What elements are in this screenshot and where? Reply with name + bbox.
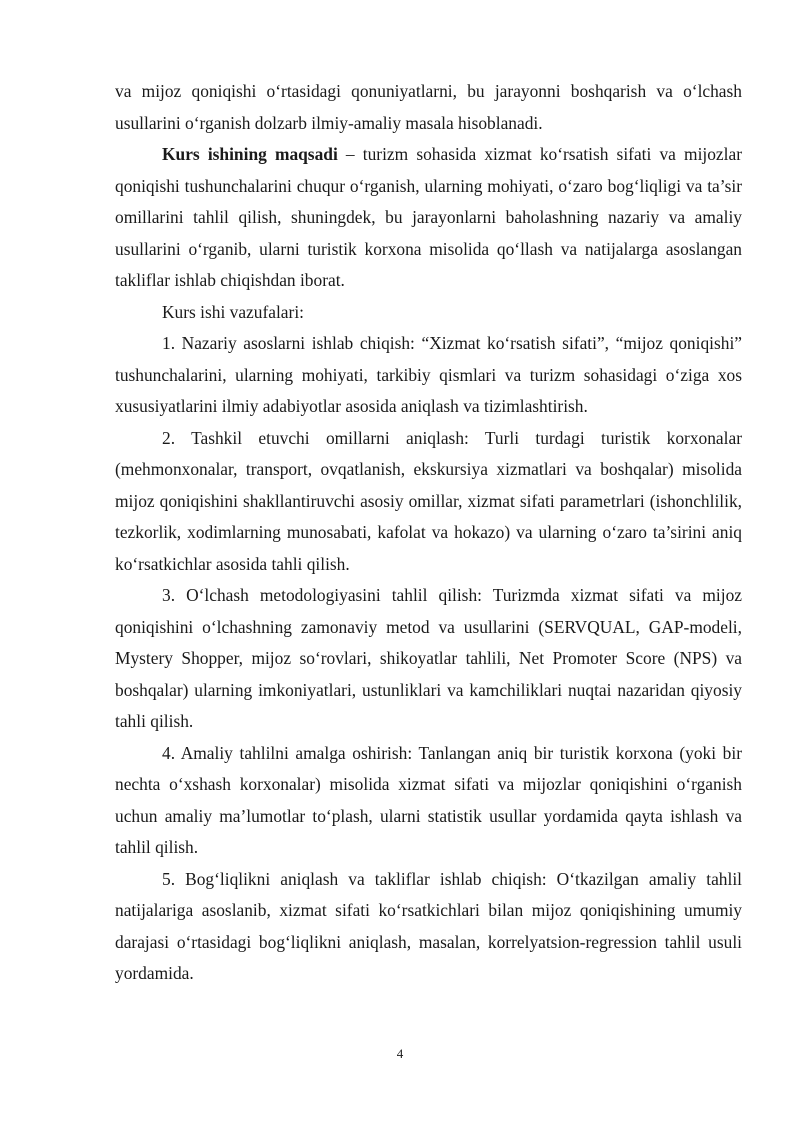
paragraph-intro-continuation: va mijoz qoniqishi o‘rtasidagi qonuniyatlarni, bu jarayonni boshqarish va o‘lchash usullarini o‘rganish dolzarb ilmiy-amaliy masala hisoblanadi.: [115, 81, 742, 133]
paragraph-tasks-heading: Kurs ishi vazufalari:: [162, 301, 304, 322]
page-number: 4: [396, 1046, 404, 1061]
body-text: [115, 76, 742, 990]
paragraph-task-2: 2. Tashkil etuvchi omillarni aniqlash: Turli turdagi turistik korxonalar (mehmonxonalar, transport, ovqatlanish, ekskursiya xizmatlari va boshqalar) misolida mijoz qoniqishini shakllantiruvchi asosiy omillar, xizmat sifati parametrlari (ishonchlilik, tezkorlik, xodimlarning munosabati, kafolat va hokazo) va ularning o‘zaro ta’sirini aniq ko‘rsatkichlar asosida tahli qilish.: [115, 427, 742, 574]
paragraph-task-1: 1. Nazariy asoslarni ishlab chiqish: “Xizmat ko‘rsatish sifati”, “mijoz qoniqishi” tushunchalarini, ularning mohiyati, tarkibiy qismlari va turizm sohasidagi o‘ziga xos xususiyatlarini ilmiy adabiyotlar asosida aniqlash va tizimlashtirish.: [115, 333, 742, 416]
goal-heading: Kurs ishining maqsadi: [162, 144, 338, 164]
paragraph-task-4: 4. Amaliy tahlilni amalga oshirish: Tanlangan aniq bir turistik korxona (yoki bir nechta o‘xshash korxonalar) misolida xizmat sifati va mijozlar qoniqishini o‘rganish uchun amaliy ma’lumotlar to‘plash, ularni statistik usullar yordamida qayta ishlash va tahlil qilish.: [115, 742, 742, 857]
paragraph-task-5: 5. Bog‘liqlikni aniqlash va takliflar ishlab chiqish: O‘tkazilgan amaliy tahlil natijalariga asoslanib, xizmat sifati ko‘rsatkichlari bilan mijoz qoniqishining umumiy darajasi o‘rtasidagi bog‘liqlikni aniqlash, masalan, korrelyatsion-regression tahlil usuli yordamida.: [115, 868, 742, 983]
paragraph-goal: [115, 139, 742, 297]
goal-text: – turizm sohasida xizmat ko‘rsatish sifati va mijozlar qoniqishi tushunchalarini chuqur o‘rganish, ularning mohiyati, o‘zaro bog‘liqligi va ta’sir omillarini tahlil qilish, shuningdek, bu jarayonlarni baholashning nazariy va amaliy usullarini o‘rganib, ularni turistik korxona misolida qo‘llash va natijalarga asoslangan takliflar ishlab chiqishdan iborat.: [115, 144, 742, 290]
paragraph-task-3: 3. O‘lchash metodologiyasini tahlil qilish: Turizmda xizmat sifati va mijoz qoniqishini o‘lchashning zamonaviy metod va usullarini (SERVQUAL, GAP-modeli, Mystery Shopper, mijoz so‘rovlari, shikoyatlar tahlili, Net Promoter Score (NPS) va boshqalar) ularning imkoniyatlari, ustunliklari va kamchiliklari nuqtai nazaridan qiyosiy tahli qilish.: [115, 585, 742, 731]
